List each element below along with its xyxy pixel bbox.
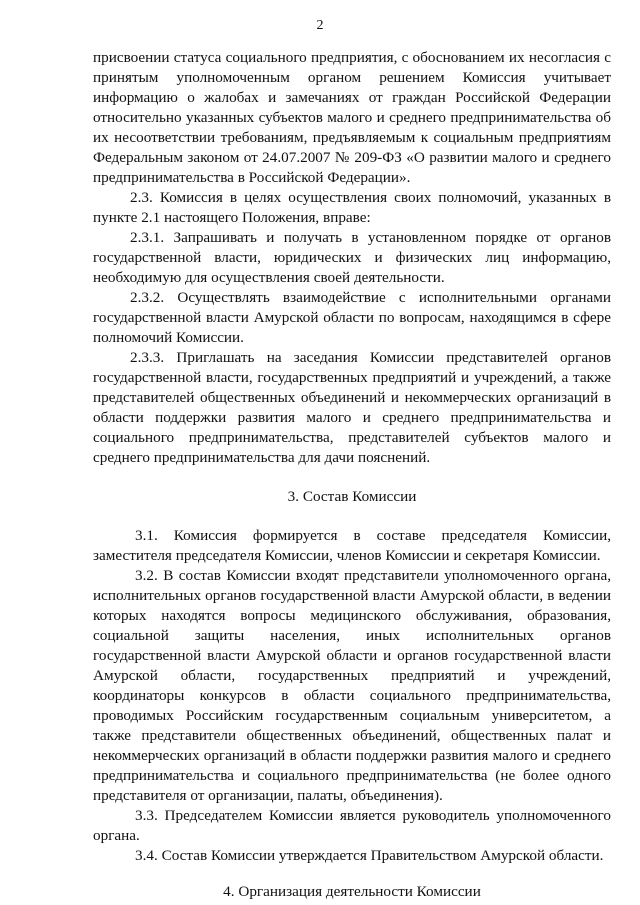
paragraph-3-2: 3.2. В состав Комиссии входят представители уполномоченного органа, исполнительных органов государственной власти Амурской области, в ведении которых находятся вопросы медицинского обслуживания, образования, социальной защиты населения, иных исполнительных органов государственной власти Амурской области и органов государственной власти Амурской области, государственных предприятий и учреждений, координаторы конкурсов в области социального предпринимательства, проводимых Российским государственным социальным университетом, а также представители общественных объединений, общественных палат и некоммерческих организаций в области поддержки развития малого и среднего предпринимательства и социального предпринимательства (не более одного представителя от организации, палаты, объединения). bbox=[93, 567, 611, 804]
page-number: 2 bbox=[316, 18, 324, 33]
section-heading-3: 3. Состав Комиссии bbox=[287, 488, 417, 505]
paragraph-3-3: 3.3. Председателем Комиссии является руководитель уполномоченного органа. bbox=[93, 807, 611, 844]
document-body bbox=[93, 48, 611, 902]
paragraph-continuation: присвоении статуса социального предприятия, с обоснованием их несогласия с принятым уполномоченным органом решением Комиссия учитывает информацию о жалобах и замечаниях от граждан Российской Федерации относительно указанных субъектов малого и среднего предпринимательства об их несоответствии требованиям, предъявляемым к социальным предприятиям Федеральным законом от 24.07.2007 № 209-ФЗ «О развитии малого и среднего предпринимательства в Российской Федерации». bbox=[93, 49, 611, 186]
paragraph-2-3-2: 2.3.2. Осуществлять взаимодействие с исполнительными органами государственной власти Амурской области по вопросам, находящимся в сфере полномочий Комиссии. bbox=[93, 289, 611, 346]
paragraph-2-3-3: 2.3.3. Приглашать на заседания Комиссии представителей органов государственной власти, государственных предприятий и учреждений, а также представителей общественных объединений и некоммерческих организаций в области поддержки развития малого и среднего предпринимательства и социального предпринимательства, представителей субъектов малого и среднего предпринимательства для дачи пояснений. bbox=[93, 349, 611, 466]
paragraph-3-1: 3.1. Комиссия формируется в составе председателя Комиссии, заместителя председателя Комиссии, членов Комиссии и секретаря Комиссии. bbox=[93, 527, 611, 564]
paragraph-3-4: 3.4. Состав Комиссии утверждается Правительством Амурской области. bbox=[135, 847, 604, 864]
section-heading-4: 4. Организация деятельности Комиссии bbox=[223, 883, 481, 900]
paragraph-2-3-1: 2.3.1. Запрашивать и получать в установленном порядке от органов государственной власти, юридических и физических лиц информацию, необходимую для осуществления своей деятельности. bbox=[93, 229, 611, 286]
paragraph-2-3: 2.3. Комиссия в целях осуществления своих полномочий, указанных в пункте 2.1 настоящего Положения, вправе: bbox=[93, 189, 611, 226]
